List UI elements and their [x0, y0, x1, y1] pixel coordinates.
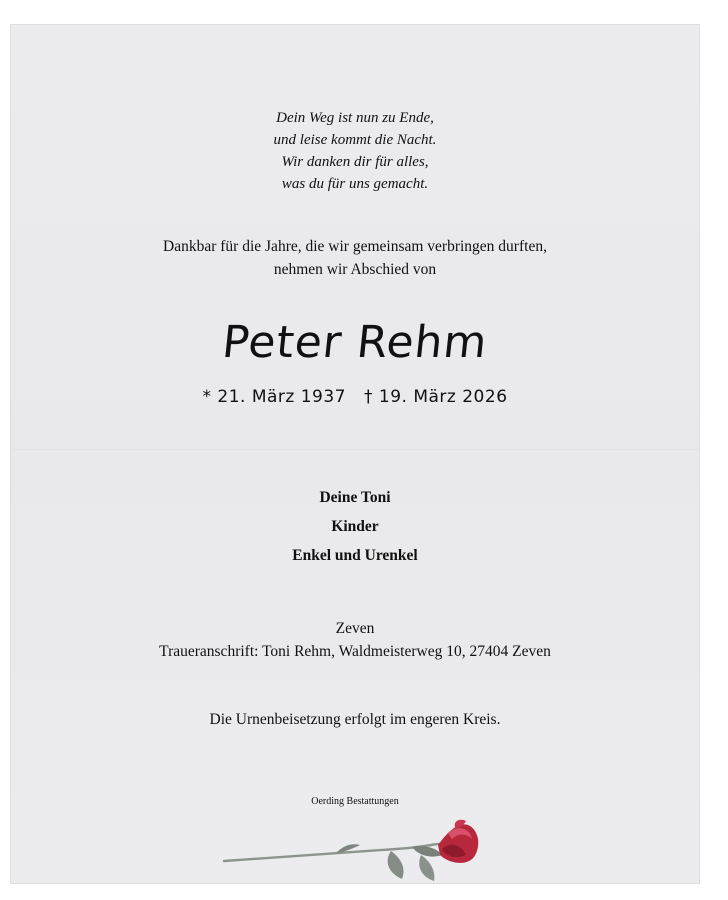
fold-line — [11, 449, 699, 450]
intro-line: Dankbar für die Jahre, die wir gemeinsam verbringen durften, — [163, 238, 547, 255]
poem-line: und leise kommt die Nacht. — [273, 132, 437, 148]
poem-line: Wir danken dir für alles, — [281, 154, 429, 170]
intro-line: nehmen wir Abschied von — [273, 261, 437, 278]
intro-text — [11, 235, 699, 281]
life-dates — [11, 387, 699, 407]
deceased-name: Peter Rehm — [219, 317, 491, 368]
poem-line: Dein Weg ist nun zu Ende, — [276, 110, 434, 126]
rose-icon — [216, 815, 486, 895]
poem — [11, 107, 699, 195]
burial-note: Die Urnenbeisetzung erfolgt im engeren Kreis. — [209, 711, 501, 728]
mourning-address — [11, 617, 699, 663]
undertaker-name: Oerding Bestattungen — [311, 796, 399, 807]
town: Zeven — [335, 620, 375, 637]
mourners — [11, 483, 699, 570]
birth-date: * 21. März 1937 — [202, 387, 346, 407]
mourner-line: Deine Toni — [319, 489, 391, 506]
obituary-card — [10, 24, 700, 884]
mourner-line: Kinder — [331, 518, 379, 535]
mourner-line: Enkel und Urenkel — [292, 547, 418, 564]
death-date: † 19. März 2026 — [364, 387, 508, 407]
poem-line: was du für uns gemacht. — [281, 176, 429, 192]
address-line: Traueranschrift: Toni Rehm, Waldmeisterweg 10, 27404 Zeven — [159, 643, 551, 660]
